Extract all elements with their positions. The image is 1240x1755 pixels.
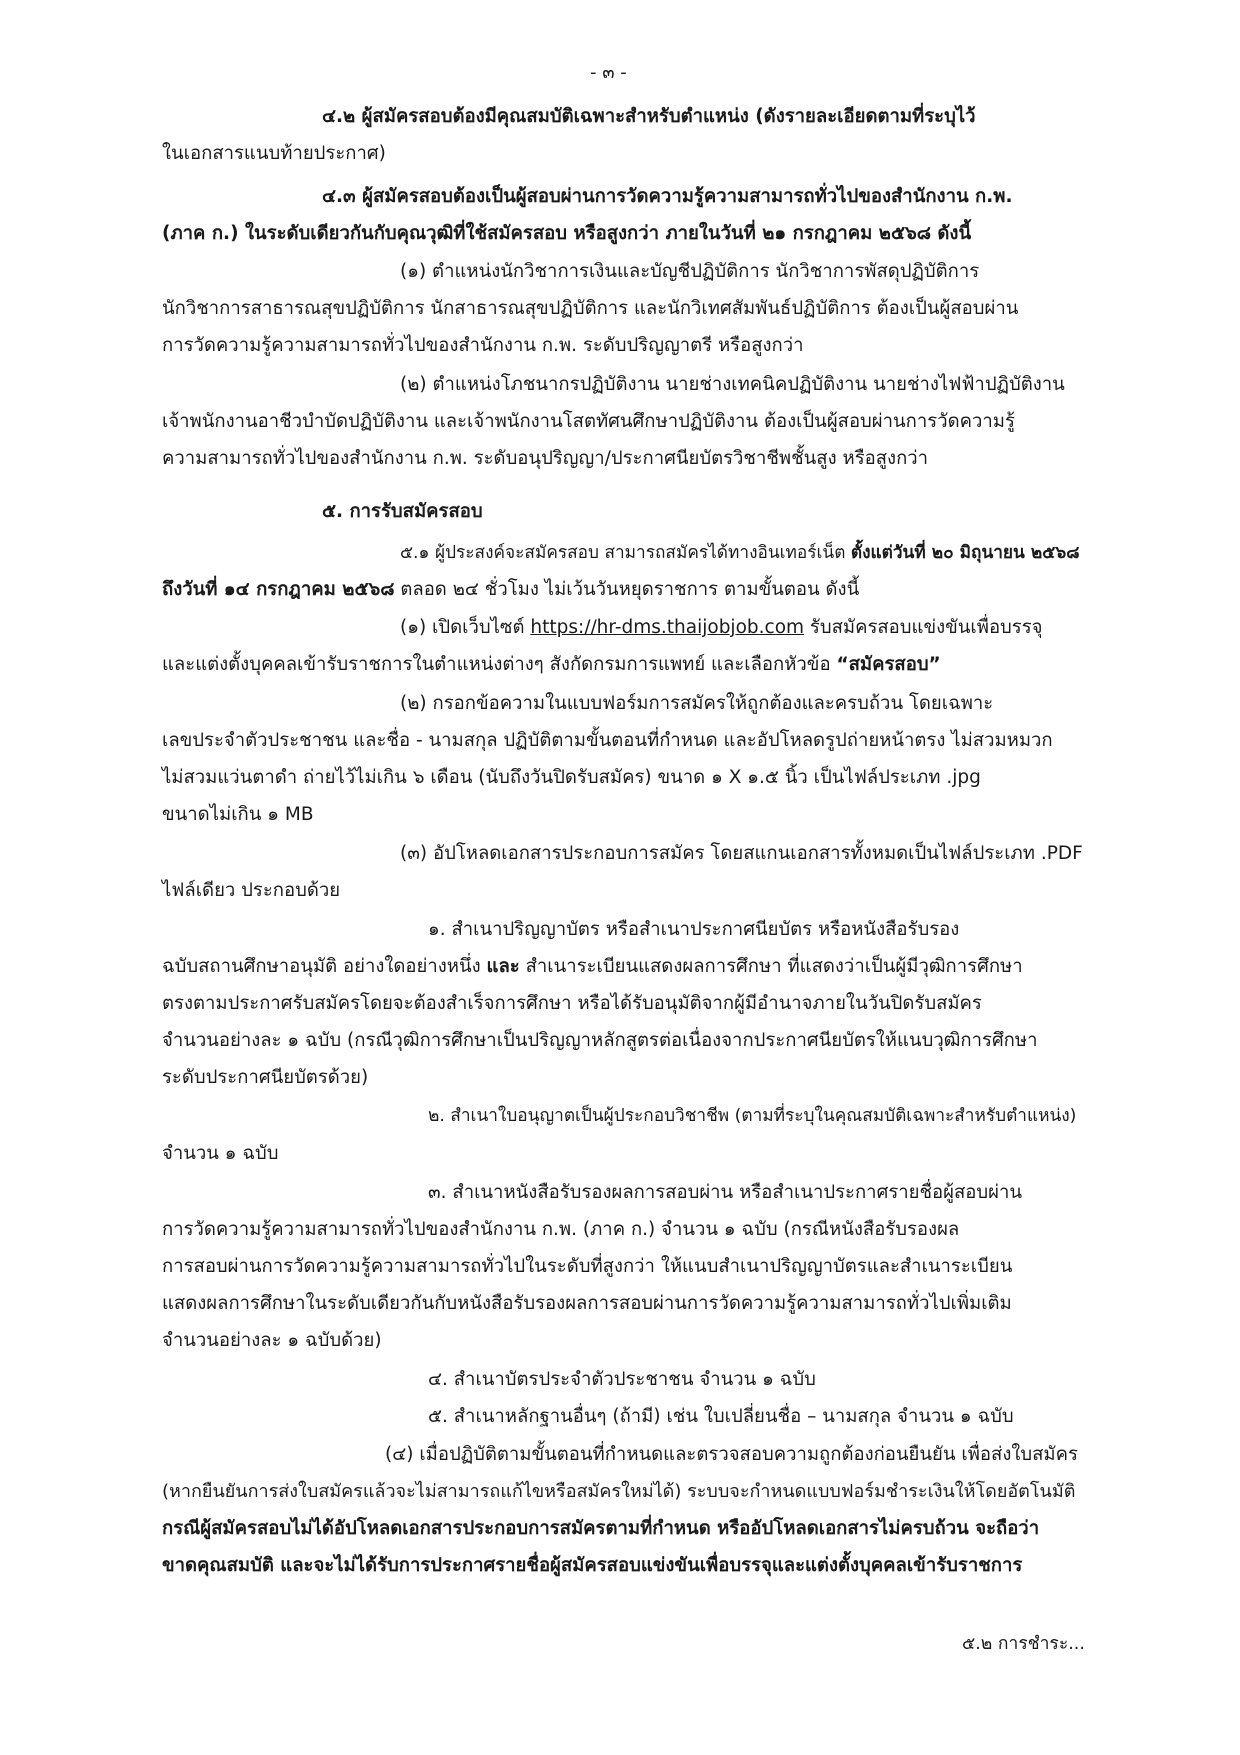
s5-1-line1-plain: ๕.๑ ผู้ประสงค์จะสมัครสอบ สามารถสมัครได้ทางอินเทอร์เน็ต: [400, 543, 851, 563]
doc2-line2: จำนวน ๑ ฉบับ: [162, 1143, 279, 1164]
s4-3-item2-line2: เจ้าพนักงานอาชีวบำบัดปฏิบัติงาน และเจ้าพนักงานโสตทัศนศึกษาปฏิบัติงาน ต้องเป็นผู้สอบผ่านการวัดความรู้: [162, 411, 1015, 432]
step1-prefix: (๑) เปิดเว็บไซต์: [400, 617, 531, 638]
step2-line4: ขนาดไม่เกิน ๑ MB: [162, 804, 314, 825]
doc5: ๕. สำเนาหลักฐานอื่นๆ (ถ้ามี) เช่น ใบเปลี่ยนชื่อ – นามสกุล จำนวน ๑ ฉบับ: [428, 1406, 1014, 1427]
s5-1-line1: [400, 543, 1080, 564]
step4-line4: ขาดคุณสมบัติ และจะไม่ได้รับการประกาศรายชื่อผู้สมัครสอบแข่งขันเพื่อบรรจุและแต่งตั้งบุคคลเข้ารับราชการ: [162, 1555, 1023, 1576]
step2-line3: ไม่สวมแว่นตาดำ ถ่ายไว้ไม่เกิน ๖ เดือน (นับถึงวันปิดรับสมัคร) ขนาด ๑ X ๑.๕ นิ้ว เป็นไฟล์ประเภท .jpg: [162, 767, 981, 788]
s5-1-line2: [162, 579, 859, 601]
doc4: ๔. สำเนาบัตรประจำตัวประชาชน จำนวน ๑ ฉบับ: [428, 1369, 816, 1390]
s4-2-line1: ๔.๒ ผู้สมัครสอบต้องมีคุณสมบัติเฉพาะสำหรับตำแหน่ง (ดังรายละเอียดตามที่ระบุไว้: [322, 106, 976, 127]
step1-line2: [162, 654, 941, 676]
s5-1-line1-bold: ตั้งแต่วันที่ ๒๐ มิถุนายน ๒๕๖๘: [850, 543, 1080, 563]
s4-3-line1: ๔.๓ ผู้สมัครสอบต้องเป็นผู้สอบผ่านการวัดความรู้ความสามารถทั่วไปของสำนักงาน ก.พ.: [322, 186, 1013, 207]
doc1-line5: ระดับประกาศนียบัตรด้วย): [162, 1067, 369, 1088]
doc3-line2: การวัดความรู้ความสามารถทั่วไปของสำนักงาน ก.พ. (ภาค ก.) จำนวน ๑ ฉบับ (กรณีหนังสือรับรองผล: [162, 1219, 960, 1240]
s4-3-item2-line1: (๒) ตำแหน่งโภชนากรปฏิบัติงาน นายช่างเทคนิคปฏิบัติงาน นายช่างไฟฟ้าปฏิบัติงาน: [400, 374, 1065, 395]
website-link[interactable]: https://hr-dms.thaijobjob.com: [530, 617, 805, 638]
doc1-line2-c: สำเนาระเบียนแสดงผลการศึกษา ที่แสดงว่าเป็นผู้มีวุฒิการศึกษา: [519, 956, 1023, 977]
step1-line2-plain: และแต่งตั้งบุคคลเข้ารับราชการในตำแหน่งต่างๆ สังกัดกรมการแพทย์ และเลือกหัวข้อ: [162, 654, 837, 675]
s4-3-item2-line3: ความสามารถทั่วไปของสำนักงาน ก.พ. ระดับอนุปริญญา/ประกาศนียบัตรวิชาชีพชั้นสูง หรือสูงกว่า: [162, 448, 929, 469]
doc1-line1: ๑. สำเนาปริญญาบัตร หรือสำเนาประกาศนียบัตร หรือหนังสือรับรอง: [428, 919, 960, 940]
s5-1-line2-plain: ตลอด ๒๔ ชั่วโมง ไม่เว้นวันหยุดราชการ ตามขั้นตอน ดังนี้: [394, 579, 860, 600]
step2-line1: (๒) กรอกข้อความในแบบฟอร์มการสมัครให้ถูกต้องและครบถ้วน โดยเฉพาะ: [400, 693, 994, 714]
s4-3-item1-line3: การวัดความรู้ความสามารถทั่วไปของสำนักงาน ก.พ. ระดับปริญญาตรี หรือสูงกว่า: [162, 335, 804, 356]
step3-line2: ไฟล์เดียว ประกอบด้วย: [162, 880, 341, 901]
doc3-line3: การสอบผ่านการวัดความรู้ความสามารถทั่วไปในระดับที่สูงกว่า ให้แนบสำเนาปริญญาบัตรและสำเนาระเบียน: [162, 1256, 1013, 1277]
s4-3-item1-line2: นักวิชาการสาธารณสุขปฏิบัติการ นักสาธารณสุขปฏิบัติการ และนักวิเทศสัมพันธ์ปฏิบัติการ ต้องเป็นผู้สอบผ่าน: [162, 298, 1019, 319]
doc1-line2: [162, 956, 1023, 978]
step1-line2-bold: “สมัครสอบ”: [836, 654, 941, 675]
doc1-line4: จำนวนอย่างละ ๑ ฉบับ (กรณีวุฒิการศึกษาเป็นปริญญาหลักสูตรต่อเนื่องจากประกาศนียบัตรให้แนบวุฒิการศึกษา: [162, 1030, 1038, 1051]
doc1-line2-a: ฉบับสถานศึกษาอนุมัติ อย่างใดอย่างหนึ่ง: [162, 956, 487, 977]
step3-line1: (๓) อัปโหลดเอกสารประกอบการสมัคร โดยสแกนเอกสารทั้งหมดเป็นไฟล์ประเภท .PDF: [400, 843, 1083, 864]
doc1-line2-b: และ: [486, 956, 520, 977]
s5-heading: ๕. การรับสมัครสอบ: [322, 501, 483, 522]
step1-suffix: รับสมัครสอบแข่งขันเพื่อบรรจุ: [804, 617, 1043, 638]
doc3-line4: แสดงผลการศึกษาในระดับเดียวกันกับหนังสือรับรองผลการสอบผ่านการวัดความรู้ความสามารถทั่วไปเพิ่มเติม: [162, 1293, 1012, 1314]
page-number: - ๓ -: [590, 62, 627, 83]
step2-line2: เลขประจำตัวประชาชน และชื่อ - นามสกุล ปฏิบัติตามขั้นตอนที่กำหนด และอัปโหลดรูปถ่ายหน้าตรง ไม่สวมหมวก: [162, 730, 1053, 751]
step4-line1: (๔) เมื่อปฏิบัติตามขั้นตอนที่กำหนดและตรวจสอบความถูกต้องก่อนยืนยัน เพื่อส่งใบสมัคร: [385, 1444, 1078, 1465]
s4-2-line2: ในเอกสารแนบท้ายประกาศ): [162, 143, 386, 164]
step4-line3: กรณีผู้สมัครสอบไม่ได้อัปโหลดเอกสารประกอบการสมัครตามที่กำหนด หรืออัปโหลดเอกสารไม่ครบถ้วน จะถือว่า: [162, 1518, 1040, 1539]
s4-3-item1-line1: (๑) ตำแหน่งนักวิชาการเงินและบัญชีปฏิบัติการ นักวิชาการพัสดุปฏิบัติการ: [400, 261, 980, 282]
doc1-line3: ตรงตามประกาศรับสมัครโดยจะต้องสำเร็จการศึกษา หรือได้รับอนุมัติจากผู้มีอำนาจภายในวันปิดรับสมัคร: [162, 993, 982, 1014]
step4-line2: (หากยืนยันการส่งใบสมัครแล้วจะไม่สามารถแก้ไขหรือสมัครใหม่ได้) ระบบจะกำหนดแบบฟอร์มชำระเงินให้โดยอัตโนมัติ: [162, 1481, 1076, 1502]
doc3-line1: ๓. สำเนาหนังสือรับรองผลการสอบผ่าน หรือสำเนาประกาศรายชื่อผู้สอบผ่าน: [428, 1182, 1023, 1203]
s4-3-line2: (ภาค ก.) ในระดับเดียวกันกับคุณวุฒิที่ใช้สมัครสอบ หรือสูงกว่า ภายในวันที่ ๒๑ กรกฎาคม ๒๕๖๘ ดังนี้: [162, 223, 972, 244]
continuation-marker: ๕.๒ การชำระ...: [962, 1634, 1085, 1654]
step1-line1: [400, 617, 1043, 639]
doc2-line1: ๒. สำเนาใบอนุญาตเป็นผู้ประกอบวิชาชีพ (ตามที่ระบุในคุณสมบัติเฉพาะสำหรับตำแหน่ง): [428, 1106, 1077, 1126]
s5-1-line2-bold: ถึงวันที่ ๑๔ กรกฎาคม ๒๕๖๘: [162, 579, 395, 600]
doc3-line5: จำนวนอย่างละ ๑ ฉบับด้วย): [162, 1330, 382, 1351]
